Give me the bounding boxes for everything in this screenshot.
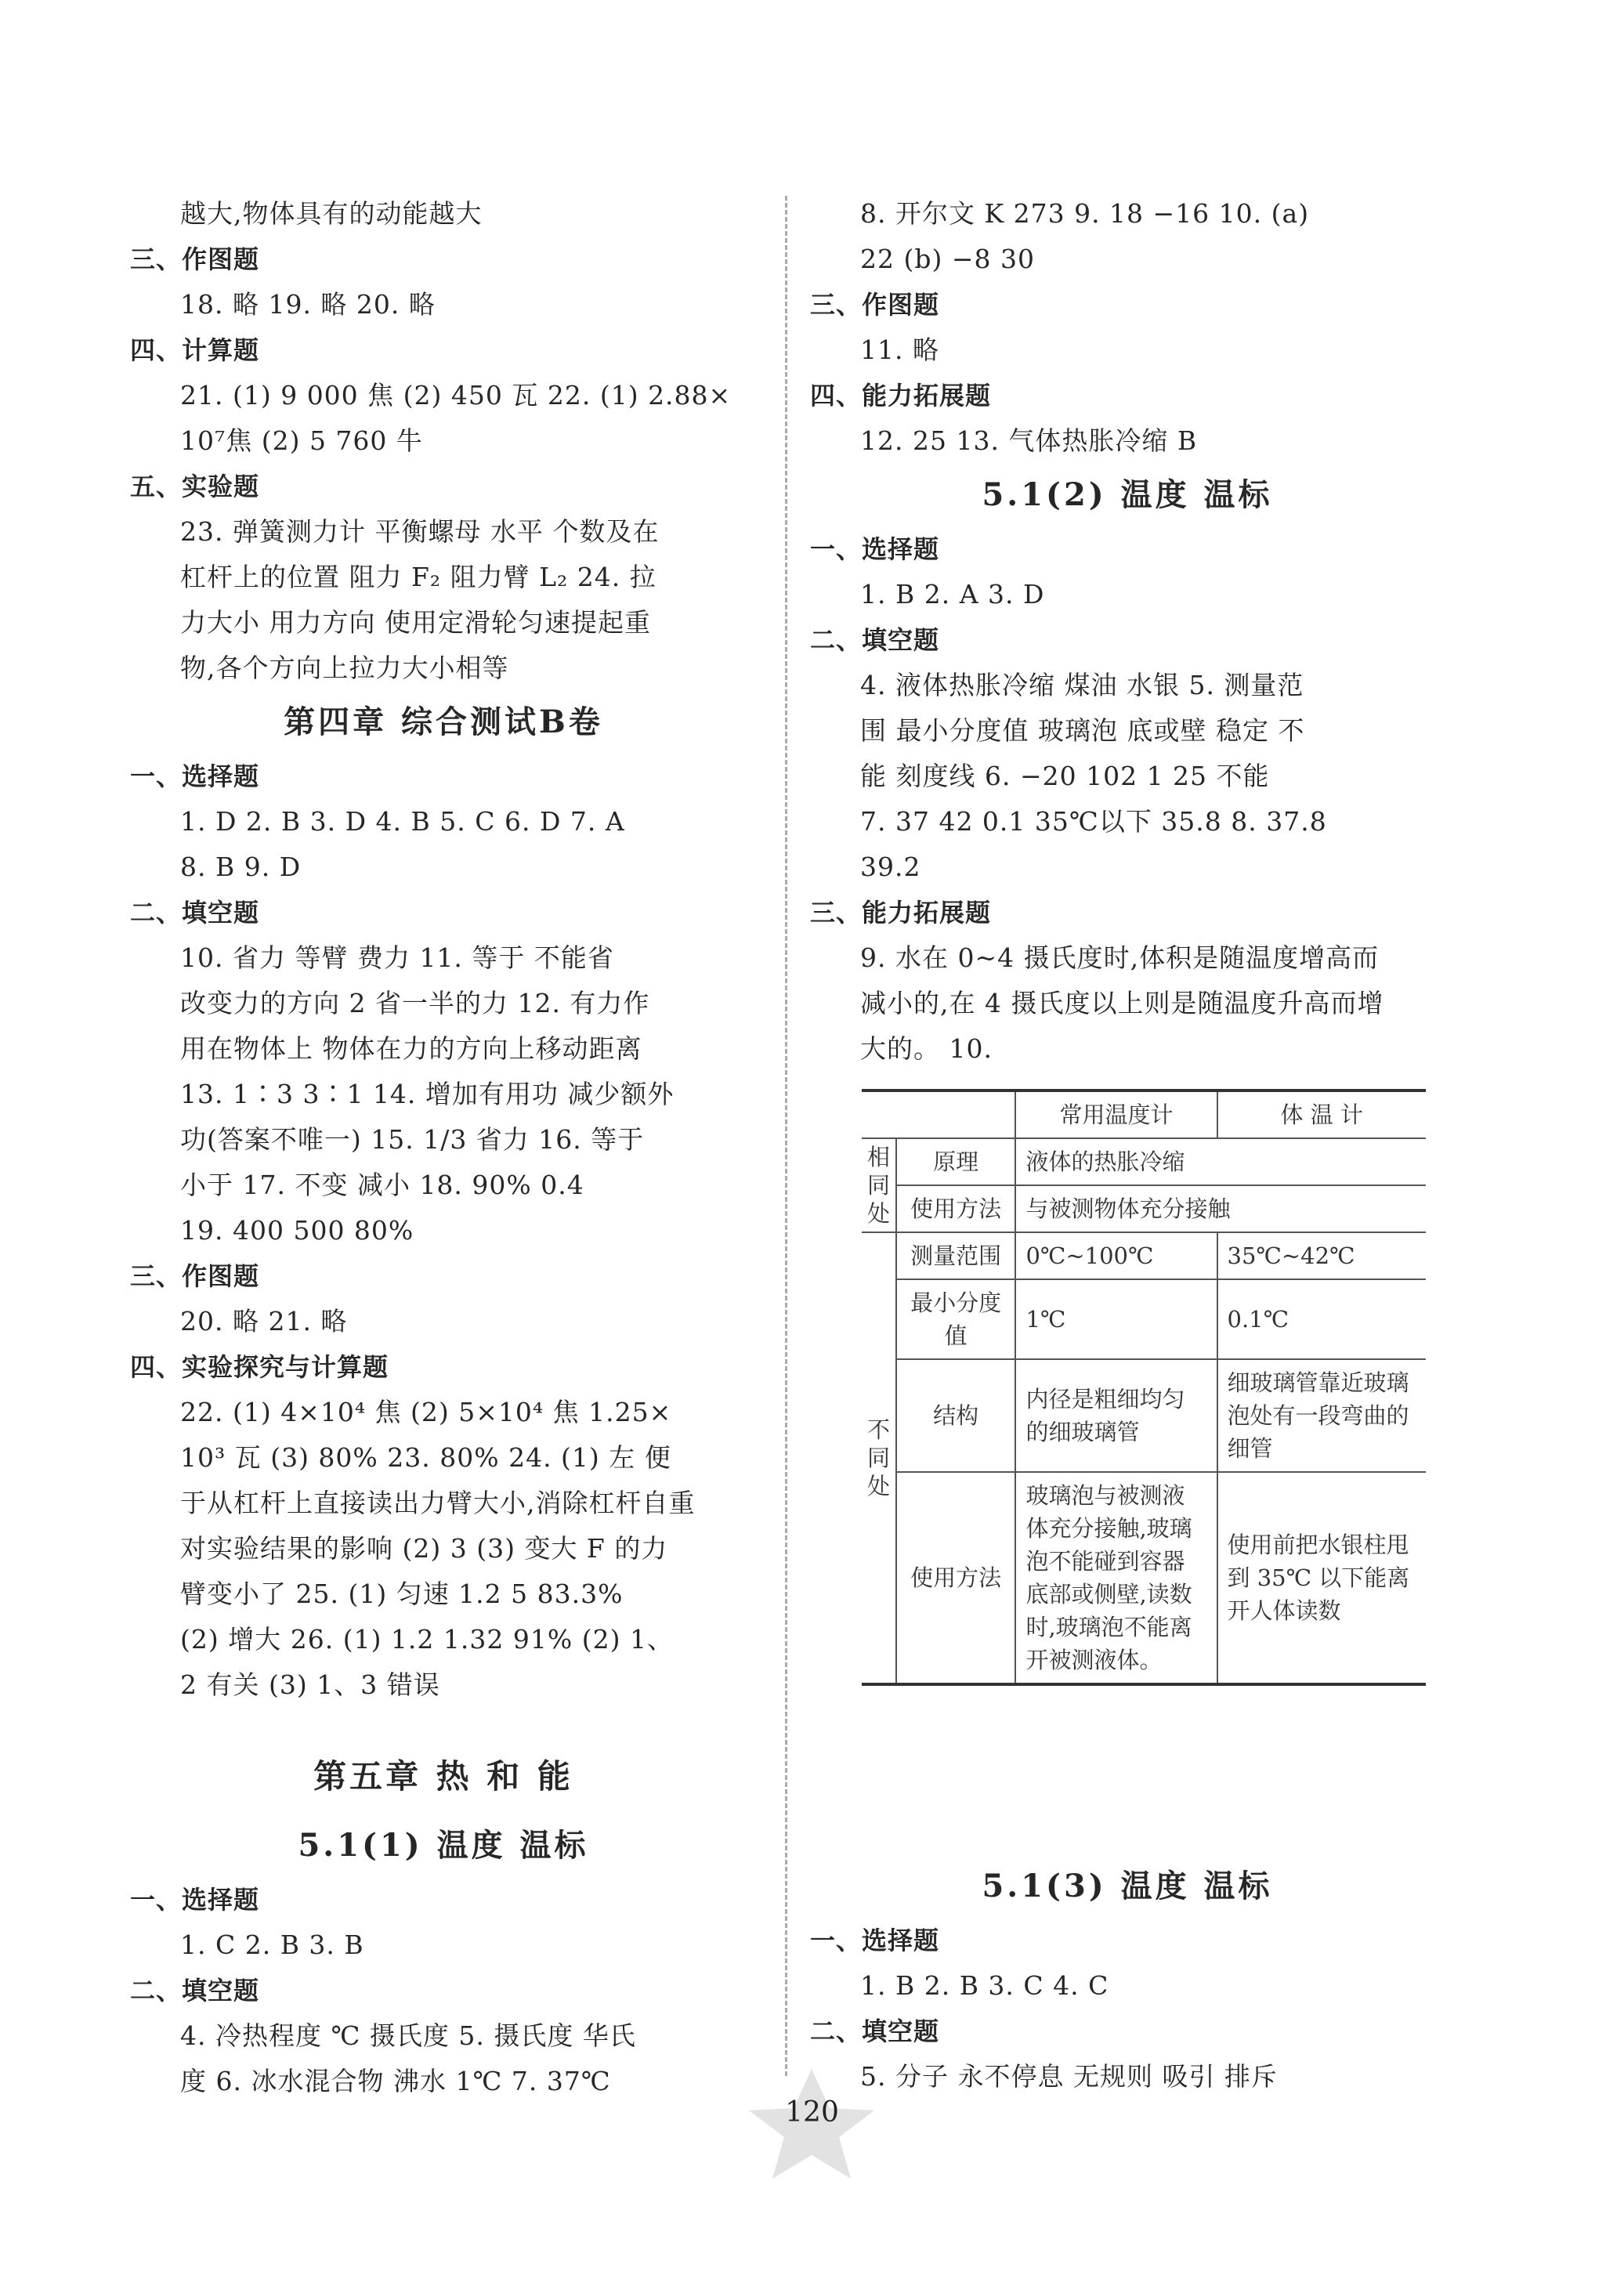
table-row — [862, 1138, 1426, 1185]
different-aspect-label: 不同处 — [862, 1232, 896, 1684]
section-heading: 二、填空题 — [810, 625, 940, 655]
section-heading: 三、作图题 — [810, 290, 940, 320]
answer-line: 1. D 2. B 3. D 4. B 5. C 6. D 7. A — [180, 806, 625, 837]
section-heading: 四、计算题 — [130, 335, 260, 365]
cell-structure-common: 内径是粗细均匀的细玻璃管 — [1015, 1359, 1217, 1472]
answer-line: 5. 分子 永不停息 无规则 吸引 排斥 — [860, 2061, 1278, 2092]
answer-line: 4. 冷热程度 ℃ 摄氏度 5. 摄氏度 华氏 — [180, 2020, 636, 2051]
answer-line: 对实验结果的影响 (2) 3 (3) 变大 F 的力 — [180, 1533, 668, 1564]
table-row — [862, 1232, 1426, 1279]
section-heading: 二、填空题 — [130, 898, 260, 928]
section-heading: 一、选择题 — [130, 1885, 260, 1915]
page-number: 120 — [785, 2096, 839, 2128]
answer-line: 越大,物体具有的动能越大 — [180, 198, 483, 229]
answer-line: 功(答案不唯一) 15. 1/3 省力 16. 等于 — [180, 1124, 645, 1155]
answer-line: (2) 增大 26. (1) 1.2 1.32 91% (2) 1、 — [180, 1624, 674, 1655]
section-heading: 一、选择题 — [810, 1926, 940, 1955]
answer-line: 12. 25 13. 气体热胀冷缩 B — [860, 425, 1198, 456]
cell-min-body: 0.1℃ — [1217, 1279, 1427, 1359]
section-heading: 二、填空题 — [810, 2016, 940, 2046]
answer-line: 8. 开尔文 K 273 9. 18 −16 10. (a) — [860, 198, 1310, 229]
answer-line: 8. B 9. D — [180, 852, 302, 882]
column-divider — [785, 196, 787, 2076]
cell-range-common: 0℃~100℃ — [1015, 1232, 1217, 1279]
cell-principle: 液体的热胀冷缩 — [1015, 1138, 1426, 1185]
section-heading: 三、作图题 — [130, 1261, 260, 1291]
answer-line: 20. 略 21. 略 — [180, 1306, 348, 1336]
answer-line: 1. B 2. A 3. D — [860, 579, 1045, 609]
section-heading: 一、选择题 — [130, 761, 260, 791]
answer-line: 4. 液体热胀冷缩 煤油 水银 5. 测量范 — [860, 670, 1304, 700]
answer-line: 能 刻度线 6. −20 102 1 25 不能 — [860, 761, 1270, 791]
chapter-heading: 第五章 热 和 能 — [313, 1757, 573, 1796]
answer-line: 减小的,在 4 摄氏度以上则是随温度升高而增 — [860, 988, 1384, 1018]
header-clinical-thermometer: 体 温 计 — [1217, 1090, 1427, 1138]
chapter-heading: 5.1(1) 温度 温标 — [298, 1827, 589, 1864]
answer-line: 度 6. 冰水混合物 沸水 1℃ 7. 37℃ — [180, 2066, 611, 2096]
row-label-min-division: 最小分度值 — [896, 1279, 1016, 1359]
answer-line: 21. (1) 9 000 焦 (2) 450 瓦 22. (1) 2.88× — [180, 380, 732, 410]
chapter-heading: 5.1(2) 温度 温标 — [982, 476, 1273, 513]
answer-line: 臂变小了 25. (1) 匀速 1.2 5 83.3% — [180, 1579, 624, 1609]
cell-range-body: 35℃~42℃ — [1217, 1232, 1427, 1279]
answer-line: 7. 37 42 0.1 35℃以下 35.8 8. 37.8 — [860, 806, 1327, 837]
row-label-range: 测量范围 — [896, 1232, 1016, 1279]
row-label-principle: 原理 — [896, 1138, 1016, 1185]
answer-line: 围 最小分度值 玻璃泡 底或壁 稳定 不 — [860, 715, 1305, 746]
answer-line: 杠杆上的位置 阻力 F₂ 阻力臂 L₂ 24. 拉 — [180, 562, 656, 592]
cell-usage-common: 玻璃泡与被测液体充分接触,玻璃泡不能碰到容器底部或侧壁,读数时,玻璃泡不能离开被测液体。 — [1015, 1472, 1217, 1684]
answer-line: 1. B 2. B 3. C 4. C — [860, 1970, 1109, 2001]
section-heading: 一、选择题 — [810, 534, 940, 564]
cell-usage: 与被测物体充分接触 — [1015, 1185, 1426, 1232]
answer-line: 于从杠杆上直接读出力臂大小,消除杠杆自重 — [180, 1488, 696, 1518]
header-common-thermometer: 常用温度计 — [1015, 1090, 1217, 1138]
answer-line: 13. 1∶3 3∶1 14. 增加有用功 减少额外 — [180, 1079, 675, 1109]
answer-line: 10. 省力 等臂 费力 11. 等于 不能省 — [180, 942, 614, 973]
table-row — [862, 1090, 1426, 1138]
answer-line: 用在物体上 物体在力的方向上移动距离 — [180, 1033, 642, 1064]
cell-structure-body: 细玻璃管靠近玻璃泡处有一段弯曲的细管 — [1217, 1359, 1427, 1472]
table-row — [862, 1359, 1426, 1472]
cell-min-common: 1℃ — [1015, 1279, 1217, 1359]
answer-line: 10⁷焦 (2) 5 760 牛 — [180, 425, 423, 456]
same-aspect-label: 相同处 — [862, 1138, 896, 1232]
answer-line: 18. 略 19. 略 20. 略 — [180, 289, 436, 320]
answer-line: 1. C 2. B 3. B — [180, 1930, 364, 1960]
answer-line: 11. 略 — [860, 335, 939, 365]
section-heading: 四、实验探究与计算题 — [130, 1352, 389, 1382]
section-heading: 四、能力拓展题 — [810, 381, 992, 410]
cell-usage-body: 使用前把水银柱甩到 35℃ 以下能离开人体读数 — [1217, 1472, 1427, 1684]
answer-line: 小于 17. 不变 减小 18. 90% 0.4 — [180, 1170, 584, 1200]
section-heading: 二、填空题 — [130, 1976, 260, 2005]
answer-line: 物,各个方向上拉力大小相等 — [180, 653, 509, 683]
row-label-usage: 使用方法 — [896, 1185, 1016, 1232]
answer-line: 23. 弹簧测力计 平衡螺母 水平 个数及在 — [180, 516, 660, 547]
answer-line: 大的。 10. — [860, 1033, 993, 1064]
row-label-usage-method: 使用方法 — [896, 1472, 1016, 1684]
answer-line: 19. 400 500 80% — [180, 1215, 414, 1246]
section-heading: 三、作图题 — [130, 244, 260, 274]
table-row — [862, 1472, 1426, 1684]
table-row — [862, 1185, 1426, 1232]
section-heading: 五、实验题 — [130, 472, 260, 501]
table-row — [862, 1279, 1426, 1359]
answer-line — [130, 1708, 757, 1739]
answer-line: 10³ 瓦 (3) 80% 23. 80% 24. (1) 左 便 — [180, 1442, 671, 1473]
thermometer-comparison-table — [862, 1089, 1426, 1686]
answer-line: 力大小 用力方向 使用定滑轮匀速提起重 — [180, 607, 651, 638]
left-column — [130, 191, 757, 2104]
section-heading: 三、能力拓展题 — [810, 898, 992, 928]
answer-line: 39.2 — [860, 852, 921, 882]
chapter-heading: 第四章 综合测试B卷 — [284, 703, 603, 740]
answer-line: 22 (b) −8 30 — [860, 244, 1035, 274]
chapter-heading: 5.1(3) 温度 温标 — [982, 1868, 1273, 1904]
answer-line: 改变力的方向 2 省一半的力 12. 有力作 — [180, 988, 650, 1018]
answer-line: 2 有关 (3) 1、3 错误 — [180, 1669, 440, 1700]
answer-line: 22. (1) 4×10⁴ 焦 (2) 5×10⁴ 焦 1.25× — [180, 1397, 672, 1427]
answer-line: 9. 水在 0~4 摄氏度时,体积是随温度增高而 — [860, 942, 1380, 973]
row-label-structure: 结构 — [896, 1359, 1016, 1472]
